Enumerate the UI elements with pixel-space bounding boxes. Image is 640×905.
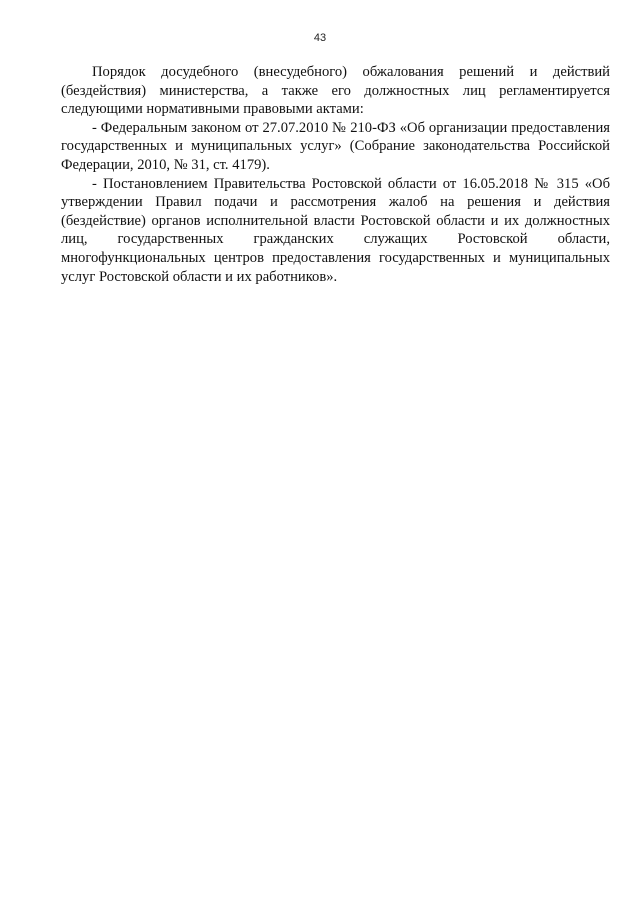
paragraph-appeal-procedure: Порядок досудебного (внесудебного) обжалования решений и действий (бездействия) министерства, а также его должностных лиц регламентируется следующими нормативными правовыми актами: [61, 64, 610, 118]
paragraph-regional-decree: - Постановлением Правительства Ростовской области от 16.05.2018 № 315 «Об утверждении Правил подачи и рассмотрения жалоб на решения и действия (бездействие) органов исполнительной власти Ростовской области и их должностных лиц, государственных гражданских служащих Ростовской области, многофункциональных центров предоставления государственных и муниципальных услуг Ростовской области и их работников». [61, 175, 610, 285]
paragraph-federal-law: - Федеральным законом от 27.07.2010 № 210-ФЗ «Об организации предоставления государственных и муниципальных услуг» (Собрание законодательства Российской Федерации, 2010, № 31, ст. 4179). [61, 119, 610, 173]
page-number: 43 [313, 32, 327, 44]
document-body [61, 63, 610, 286]
